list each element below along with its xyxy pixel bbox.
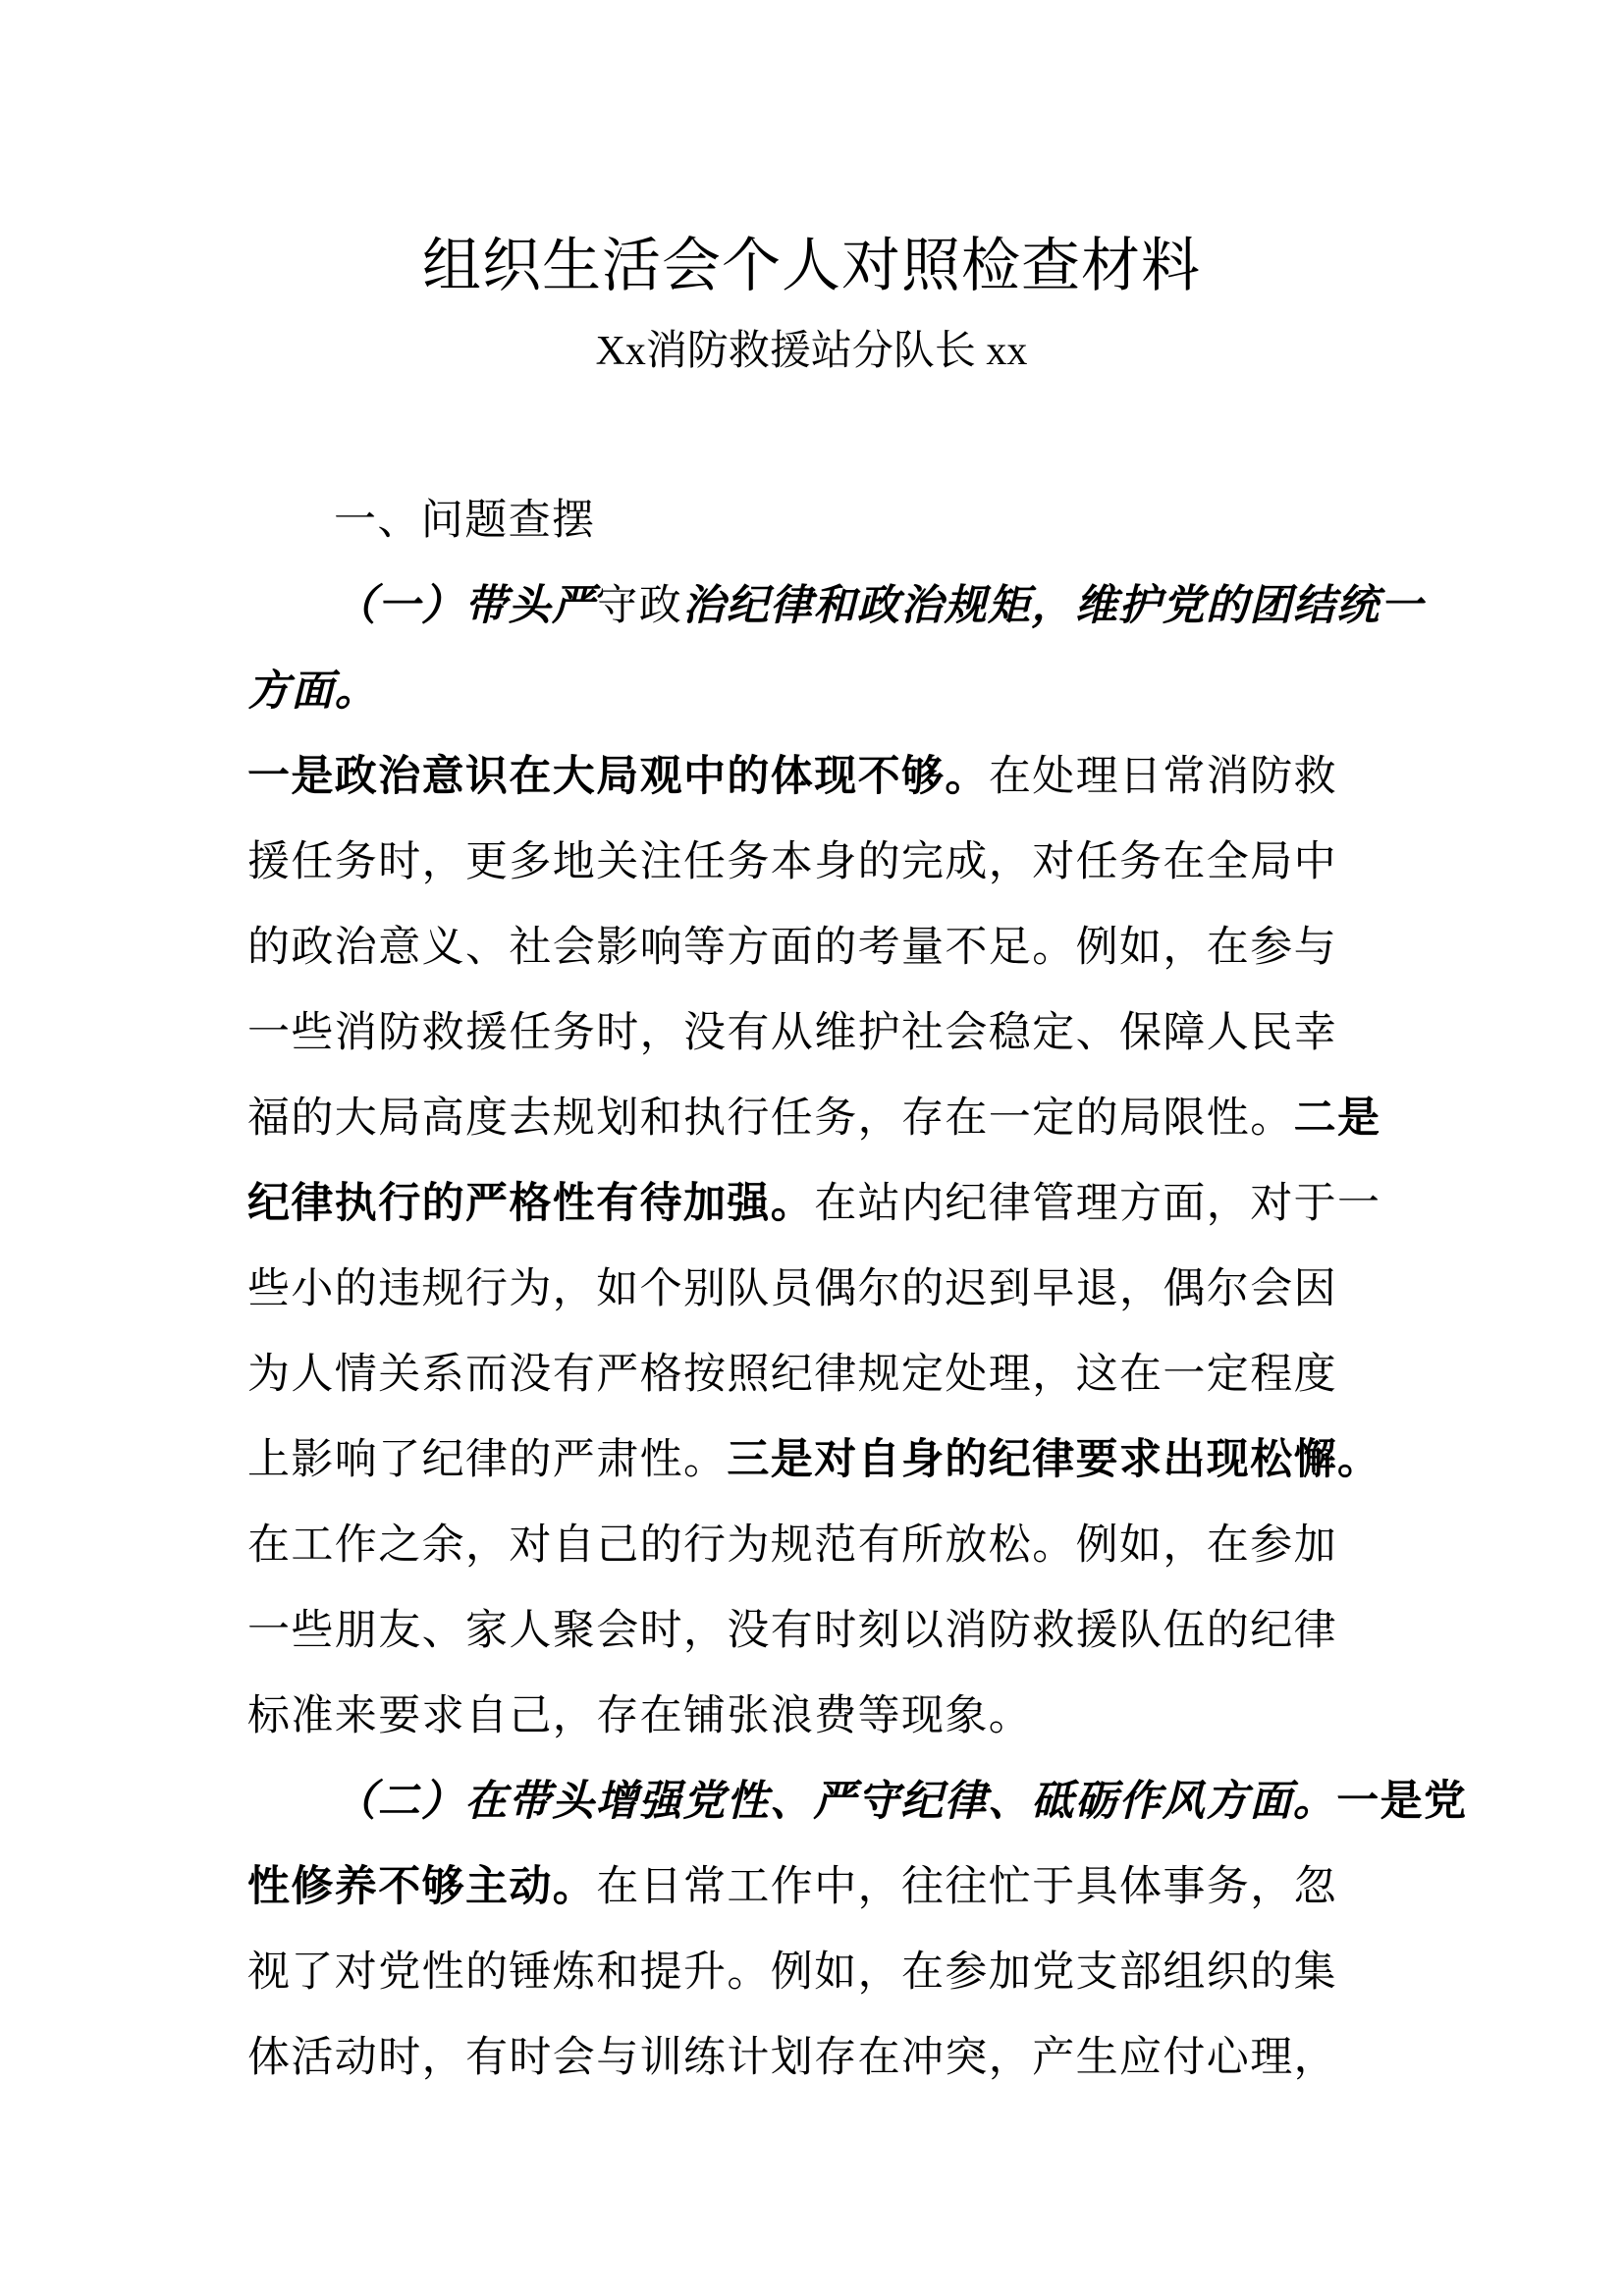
- body-line-1: [247, 748, 1377, 805]
- point-1-heading: 一是政治意识在大局观中的体现不够。: [247, 752, 989, 801]
- subsection-2-text: （二）在带头增强党性、严守纪律、砥砺作风方面。: [334, 1777, 1337, 1826]
- body-line-12: 标准来要求自己，存在铺张浪费等现象。: [247, 1691, 1033, 1740]
- body-line-16: 体活动时，有时会与训练计划存在冲突，产生应付心理，: [247, 2033, 1337, 2082]
- subsection-1-text-b: 守政: [595, 581, 683, 630]
- body-line-10: 在工作之余，对自己的行为规范有所放松。例如，在参加: [247, 1521, 1337, 1570]
- body-line-7: 些小的违规行为，如个别队员偶尔的迟到早退，偶尔会因: [247, 1264, 1337, 1313]
- subsection-1-text-d: 方面。: [247, 667, 379, 716]
- point-1-heading: 性修养不够主动。: [247, 1862, 597, 1911]
- point-1-heading-start: 一是党: [1336, 1777, 1468, 1826]
- body-line-4: 一些消防救援任务时，没有从维护社会稳定、保障人民幸: [247, 1008, 1337, 1057]
- body-text: 在日常工作中，往往忙于具体事务，忽: [596, 1862, 1338, 1911]
- subsection-heading-2: [334, 1773, 1468, 1830]
- document-title: 组织生活会个人对照检查材料: [422, 232, 1201, 300]
- point-2-heading-start: 二是: [1293, 1094, 1381, 1143]
- body-text: 上影响了纪律的严肃性。: [247, 1435, 728, 1484]
- body-text: 在站内纪律管理方面，对于一: [814, 1179, 1381, 1228]
- subsection-1-text-a: （一）带头严: [334, 581, 596, 630]
- body-line-2: 援任务时，更多地关注任务本身的完成，对任务在全局中: [247, 837, 1337, 886]
- body-line-15: 视了对党性的锤炼和提升。例如，在参加党支部组织的集: [247, 1948, 1337, 1997]
- section-heading: 一、问题查摆: [334, 496, 596, 545]
- body-line-11: 一些朋友、家人聚会时，没有时刻以消防救援队伍的纪律: [247, 1606, 1337, 1655]
- body-line-9: [247, 1431, 1381, 1488]
- body-line-6: [247, 1175, 1381, 1232]
- body-text: 在处理日常消防救: [988, 752, 1338, 801]
- body-text: 福的大局高度去规划和执行任务，存在一定的局限性。: [247, 1094, 1294, 1143]
- body-line-3: 的政治意义、社会影响等方面的考量不足。例如，在参与: [247, 923, 1337, 972]
- subsection-heading-1: [334, 577, 1463, 634]
- body-line-8: 为人情关系而没有严格按照纪律规定处理，这在一定程度: [247, 1350, 1337, 1399]
- subsection-heading-1-cont: [247, 663, 1377, 720]
- document-subtitle: Xx消防救援站分队长 xx: [595, 329, 1028, 374]
- point-2-heading: 纪律执行的严格性有待加强。: [247, 1179, 815, 1228]
- subsection-1-text-c: 治纪律和政治规矩，维护党的团结统一: [682, 581, 1425, 630]
- body-line-14: [247, 1858, 1377, 1915]
- point-3-heading: 三是对自身的纪律要求出现松懈。: [727, 1435, 1381, 1484]
- body-line-5: [247, 1090, 1381, 1147]
